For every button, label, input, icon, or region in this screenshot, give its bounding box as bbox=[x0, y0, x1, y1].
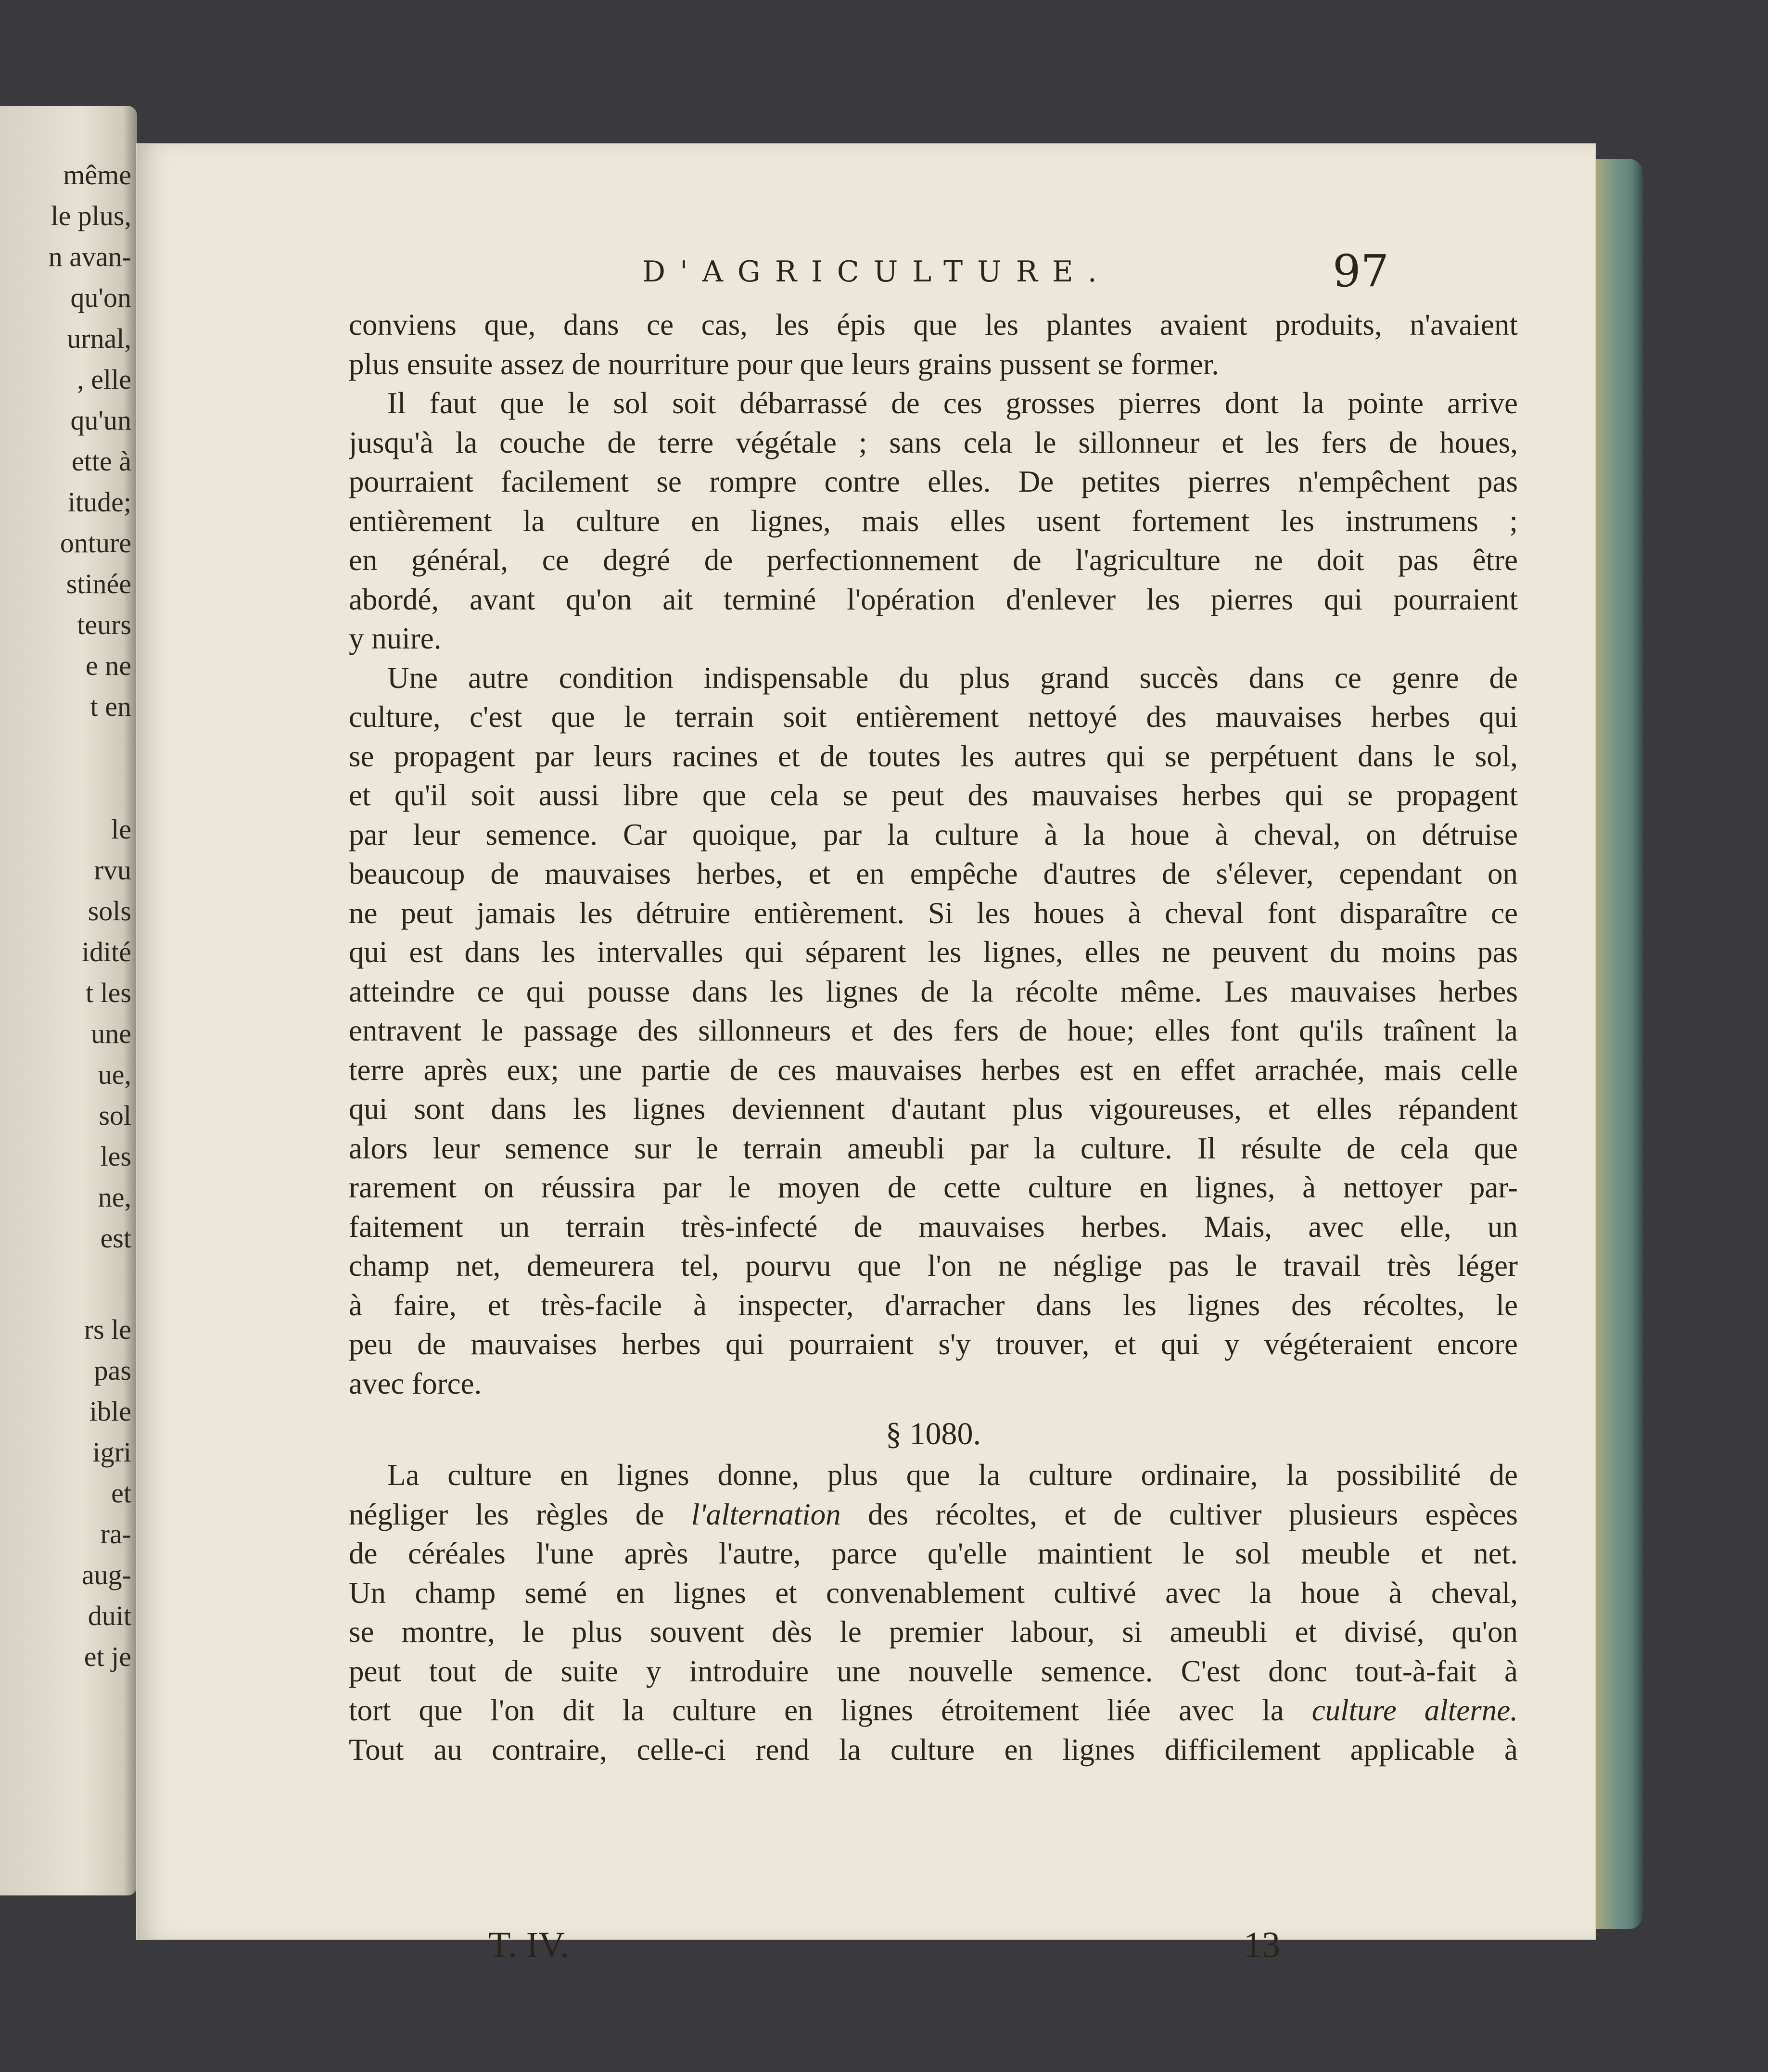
text-line: pourraient facilement se rompre contre elles. De petites pierres n'empêchent pas bbox=[349, 465, 1518, 498]
left-page-line: teurs bbox=[77, 609, 131, 640]
text-line: avec force. bbox=[349, 1366, 482, 1400]
left-page-line: ue, bbox=[98, 1059, 131, 1090]
text-line: ne peut jamais les détruire entièrement. Si les houes à cheval font disparaître ce bbox=[349, 896, 1518, 930]
text-line: y nuire. bbox=[349, 622, 442, 655]
left-page-line: t les bbox=[85, 977, 131, 1008]
left-page-line: ette à bbox=[72, 445, 131, 477]
left-page-line: les bbox=[100, 1141, 131, 1172]
gathering-number: 13 bbox=[1244, 1925, 1280, 1965]
left-page-line: n avan- bbox=[48, 241, 131, 272]
left-page-line: le plus, bbox=[51, 200, 131, 231]
left-page-line: itude; bbox=[67, 486, 131, 518]
text-line: atteindre ce qui pousse dans les lignes de la récolte même. Les mauvaises herbes bbox=[349, 974, 1518, 1008]
left-page-line: est bbox=[100, 1222, 131, 1254]
left-page-line: duit bbox=[88, 1600, 131, 1631]
left-page-edge bbox=[0, 106, 137, 1895]
text-line: champ net, demeurera tel, pourvu que l'on ne néglige pas le travail très léger bbox=[349, 1249, 1518, 1283]
text-line: Un champ semé en lignes et convenablement cultivé avec la houe à cheval, bbox=[349, 1576, 1518, 1610]
text-line: Il faut que le sol soit débarrassé de ces grosses pierres dont la pointe arrive bbox=[387, 386, 1518, 420]
text-line: faitement un terrain très-infecté de mauvaises herbes. Mais, avec elle, un bbox=[349, 1209, 1518, 1244]
left-page-line: et je bbox=[84, 1641, 131, 1672]
text-line bbox=[349, 1495, 1518, 1535]
text-line: Tout au contraire, celle-ci rend la culture en lignes difficilement applicable à bbox=[349, 1732, 1518, 1767]
left-page-line: e ne bbox=[86, 650, 131, 681]
text-line: rarement on réussira par le moyen de cette culture en lignes, à nettoyer par- bbox=[349, 1170, 1518, 1204]
left-page-line: sols bbox=[88, 895, 131, 927]
left-page-line: aug- bbox=[81, 1559, 131, 1590]
text-line: beaucoup de mauvaises herbes, et en empêche d'autres de s'élever, cependant on bbox=[349, 857, 1518, 890]
left-page-line: et bbox=[111, 1477, 131, 1509]
left-page-line: onture bbox=[60, 527, 131, 559]
text-line: peut tout de suite y introduire une nouvelle semence. C'est donc tout-à-fait à bbox=[349, 1654, 1518, 1688]
left-page-line: ible bbox=[89, 1396, 131, 1427]
left-page-line: pas bbox=[94, 1355, 131, 1386]
text-line: La culture en lignes donne, plus que la culture ordinaire, la possibilité de bbox=[387, 1458, 1518, 1492]
text-line: plus ensuite assez de nourriture pour que leurs grains pussent se former. bbox=[349, 347, 1220, 381]
text-line bbox=[349, 1691, 1518, 1730]
text-line: entièrement la culture en lignes, mais elles usent fortement les instrumens ; bbox=[349, 504, 1518, 538]
text-line: et qu'il soit aussi libre que cela se peut des mauvaises herbes qui se propagent bbox=[349, 778, 1518, 812]
text-line: abordé, avant qu'on ait terminé l'opération d'enlever les pierres qui pourraient bbox=[349, 582, 1518, 616]
left-page-line: sol bbox=[99, 1100, 131, 1131]
text-line: à faire, et très-facile à inspecter, d'arracher dans les lignes des récoltes, le bbox=[349, 1288, 1518, 1322]
recto-page bbox=[137, 144, 1595, 1965]
running-title: D'AGRICULTURE. bbox=[642, 255, 1111, 289]
text-line: conviens que, dans ce cas, les épis que les plantes avaient produits, n'avaient bbox=[349, 308, 1518, 342]
page-footer bbox=[137, 1924, 1595, 1977]
running-head bbox=[137, 245, 1595, 303]
text-line: peu de mauvaises herbes qui pourraient s'y trouver, et qui y végéteraient encore bbox=[349, 1327, 1518, 1361]
text-line: se montre, le plus souvent dès le premier labour, si ameubli et divisé, qu'on bbox=[349, 1615, 1518, 1649]
text-line: qui sont dans les lignes deviennent d'autant plus vigoureuses, et elles répandent bbox=[349, 1092, 1518, 1126]
left-page-line: le bbox=[111, 814, 131, 845]
left-page-line: qu'on bbox=[70, 282, 131, 313]
volume-signature: T. IV. bbox=[488, 1925, 570, 1965]
left-page-line: , elle bbox=[77, 364, 131, 395]
text-line: entravent le passage des sillonneurs et des fers de houe; elles font qu'ils traînent la bbox=[349, 1014, 1518, 1047]
text-line: en général, ce degré de perfectionnement de l'agriculture ne doit pas être bbox=[349, 543, 1518, 577]
left-page-line: même bbox=[63, 159, 131, 191]
italic-term: l'alternation bbox=[691, 1497, 841, 1531]
text-line: de céréales l'une après l'autre, parce qu'elle maintient le sol meuble et net. bbox=[349, 1537, 1518, 1570]
left-page-line: rvu bbox=[94, 854, 131, 886]
page-body bbox=[349, 305, 1518, 1769]
section-heading: § 1080. bbox=[886, 1416, 981, 1451]
book-cover-edge bbox=[1590, 159, 1643, 1929]
text-line: Une autre condition indispensable du plus grand succès dans ce genre de bbox=[387, 661, 1518, 695]
text-line: qui est dans les intervalles qui séparent les lignes, elles ne peuvent du moins pas bbox=[349, 935, 1518, 969]
text-line: terre après eux; une partie de ces mauvaises herbes est en effet arrachée, mais celle bbox=[349, 1053, 1518, 1087]
left-page-line: une bbox=[91, 1018, 131, 1049]
text-run: tort que l'on dit la culture en lignes étroitement liée avec la bbox=[349, 1693, 1312, 1727]
text-run: négliger les règles de bbox=[349, 1497, 691, 1531]
left-page-line: rs le bbox=[84, 1314, 131, 1345]
left-page-line: ra- bbox=[100, 1518, 131, 1550]
left-page-line: stinée bbox=[66, 568, 131, 599]
italic-term: culture alterne. bbox=[1311, 1693, 1518, 1727]
left-page-line: idité bbox=[81, 936, 131, 967]
left-page-line: qu'un bbox=[70, 405, 131, 436]
text-line: alors leur semence sur le terrain ameubli par la culture. Il résulte de cela que bbox=[349, 1131, 1518, 1165]
left-page-line: ne, bbox=[98, 1182, 131, 1213]
text-run: des récoltes, et de cultiver plusieurs espèces bbox=[840, 1497, 1518, 1531]
text-line: se propagent par leurs racines et de toutes les autres qui se perpétuent dans le sol, bbox=[349, 739, 1518, 773]
text-line: jusqu'à la couche de terre végétale ; sans cela le sillonneur et les fers de houes, bbox=[349, 425, 1518, 459]
left-page-line: urnal, bbox=[67, 323, 131, 354]
text-line: par leur semence. Car quoique, par la culture à la houe à cheval, on détruise bbox=[349, 817, 1518, 852]
left-page-line: t en bbox=[90, 691, 131, 722]
page-number: 97 bbox=[1333, 245, 1389, 297]
left-page-line: igri bbox=[92, 1436, 131, 1468]
text-line: culture, c'est que le terrain soit entièrement nettoyé des mauvaises herbes qui bbox=[349, 700, 1518, 734]
